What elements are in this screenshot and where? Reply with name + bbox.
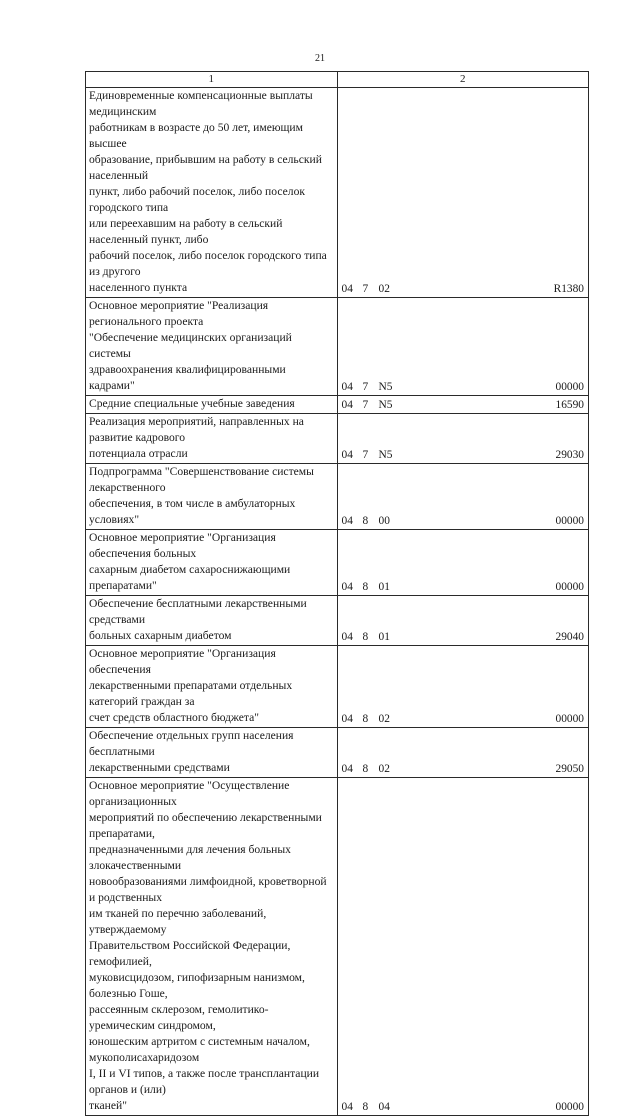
row-description: Основное мероприятие "Организация обеспечения больных сахарным диабетом сахароснижающими препаратами" xyxy=(86,530,338,596)
main-activity-code: 00 xyxy=(378,515,390,527)
subprogram-code: 7 xyxy=(362,449,369,461)
direction-code: 00000 xyxy=(555,713,584,725)
row-description: Основное мероприятие "Осуществление организационных мероприятий по обеспечению лекарственными препаратами, предназначенными для лечения больных злокачественными новообразованиями лимфоидной, кроветворной и родственных им тканей по перечню заболеваний, утверждаемому Правительством Российской Федерации, гемофилией, муковисцидозом, гипофизарным нанизмом, болезнью Гоше, рассеянным склерозом, гемолитико-уремическим синдромом, юношеским артритом с системным началом, мукополисахаридозом I, II и VI типов, а также после трансплантации органов и (или) тканей" xyxy=(86,778,338,1116)
page-number: 21 xyxy=(315,53,325,64)
row-description: Обеспечение отдельных групп населения бесплатными лекарственными средствами xyxy=(86,728,338,778)
subprogram-code: 8 xyxy=(362,713,369,725)
row-description: Основное мероприятие "Реализация регионального проекта "Обеспечение медицинских организаций системы здравоохранения квалифицированными кадрами" xyxy=(86,298,338,396)
program-code: 04 xyxy=(341,283,353,295)
program-code: 04 xyxy=(341,713,353,725)
row-code-cell xyxy=(337,298,589,396)
table-row xyxy=(86,396,589,414)
row-description: Подпрограмма "Совершенствование системы лекарственного обеспечения, в том числе в амбулаторных условиях" xyxy=(86,464,338,530)
header-column-1: 1 xyxy=(86,72,338,88)
row-code-cell xyxy=(337,464,589,530)
row-code-cell xyxy=(337,530,589,596)
row-code-cell xyxy=(337,88,589,298)
program-code: 04 xyxy=(341,381,353,393)
subprogram-code: 7 xyxy=(362,283,369,295)
direction-code: 00000 xyxy=(555,381,584,393)
table-header-row xyxy=(86,72,589,88)
table-row xyxy=(86,88,589,298)
subprogram-code: 8 xyxy=(362,631,369,643)
direction-code: 00000 xyxy=(555,515,584,527)
program-code: 04 xyxy=(341,449,353,461)
row-description: Средние специальные учебные заведения xyxy=(86,396,338,414)
row-description: Основное мероприятие "Организация обеспечения лекарственными препаратами отдельных категорий граждан за счет средств областного бюджета" xyxy=(86,646,338,728)
table-row xyxy=(86,414,589,464)
row-code-cell xyxy=(337,396,589,414)
table-row xyxy=(86,530,589,596)
row-code-cell xyxy=(337,728,589,778)
subprogram-code: 7 xyxy=(362,399,369,411)
row-description: Обеспечение бесплатными лекарственными средствами больных сахарным диабетом xyxy=(86,596,338,646)
table-row xyxy=(86,728,589,778)
header-column-2: 2 xyxy=(337,72,589,88)
program-code: 04 xyxy=(341,399,353,411)
program-code: 04 xyxy=(341,763,353,775)
table-row xyxy=(86,646,589,728)
subprogram-code: 8 xyxy=(362,581,369,593)
direction-code: 29050 xyxy=(555,763,584,775)
program-code: 04 xyxy=(341,581,353,593)
subprogram-code: 8 xyxy=(362,1101,369,1113)
direction-code: 29040 xyxy=(555,631,584,643)
direction-code: 16590 xyxy=(555,399,584,411)
direction-code: 00000 xyxy=(555,581,584,593)
main-activity-code: N5 xyxy=(378,449,393,461)
row-description: Единовременные компенсационные выплаты медицинским работникам в возрасте до 50 лет, имеющим высшее образование, прибывшим на работу в сельский населенный пункт, либо рабочий поселок, либо поселок городского типа или переехавшим на работу в сельский населенный пункт, либо рабочий поселок, либо поселок городского типа из другого населенного пункта xyxy=(86,88,338,298)
row-code-cell xyxy=(337,596,589,646)
subprogram-code: 7 xyxy=(362,381,369,393)
subprogram-code: 8 xyxy=(362,515,369,527)
main-activity-code: 02 xyxy=(378,283,390,295)
program-code: 04 xyxy=(341,1101,353,1113)
main-activity-code: 04 xyxy=(378,1101,390,1113)
main-activity-code: 01 xyxy=(378,581,390,593)
program-code: 04 xyxy=(341,515,353,527)
main-activity-code: N5 xyxy=(378,399,393,411)
program-code: 04 xyxy=(341,631,353,643)
table-row xyxy=(86,778,589,1116)
main-activity-code: 02 xyxy=(378,763,390,775)
direction-code: R1380 xyxy=(553,283,584,295)
table-row xyxy=(86,464,589,530)
main-activity-code: 02 xyxy=(378,713,390,725)
row-code-cell xyxy=(337,646,589,728)
row-code-cell xyxy=(337,778,589,1116)
subprogram-code: 8 xyxy=(362,763,369,775)
table-row xyxy=(86,596,589,646)
direction-code: 29030 xyxy=(555,449,584,461)
main-activity-code: 01 xyxy=(378,631,390,643)
table-row xyxy=(86,298,589,396)
row-description: Реализация мероприятий, направленных на развитие кадрового потенциала отрасли xyxy=(86,414,338,464)
budget-classification-table xyxy=(85,71,589,1116)
direction-code: 00000 xyxy=(555,1101,584,1113)
main-activity-code: N5 xyxy=(378,381,393,393)
row-code-cell xyxy=(337,414,589,464)
